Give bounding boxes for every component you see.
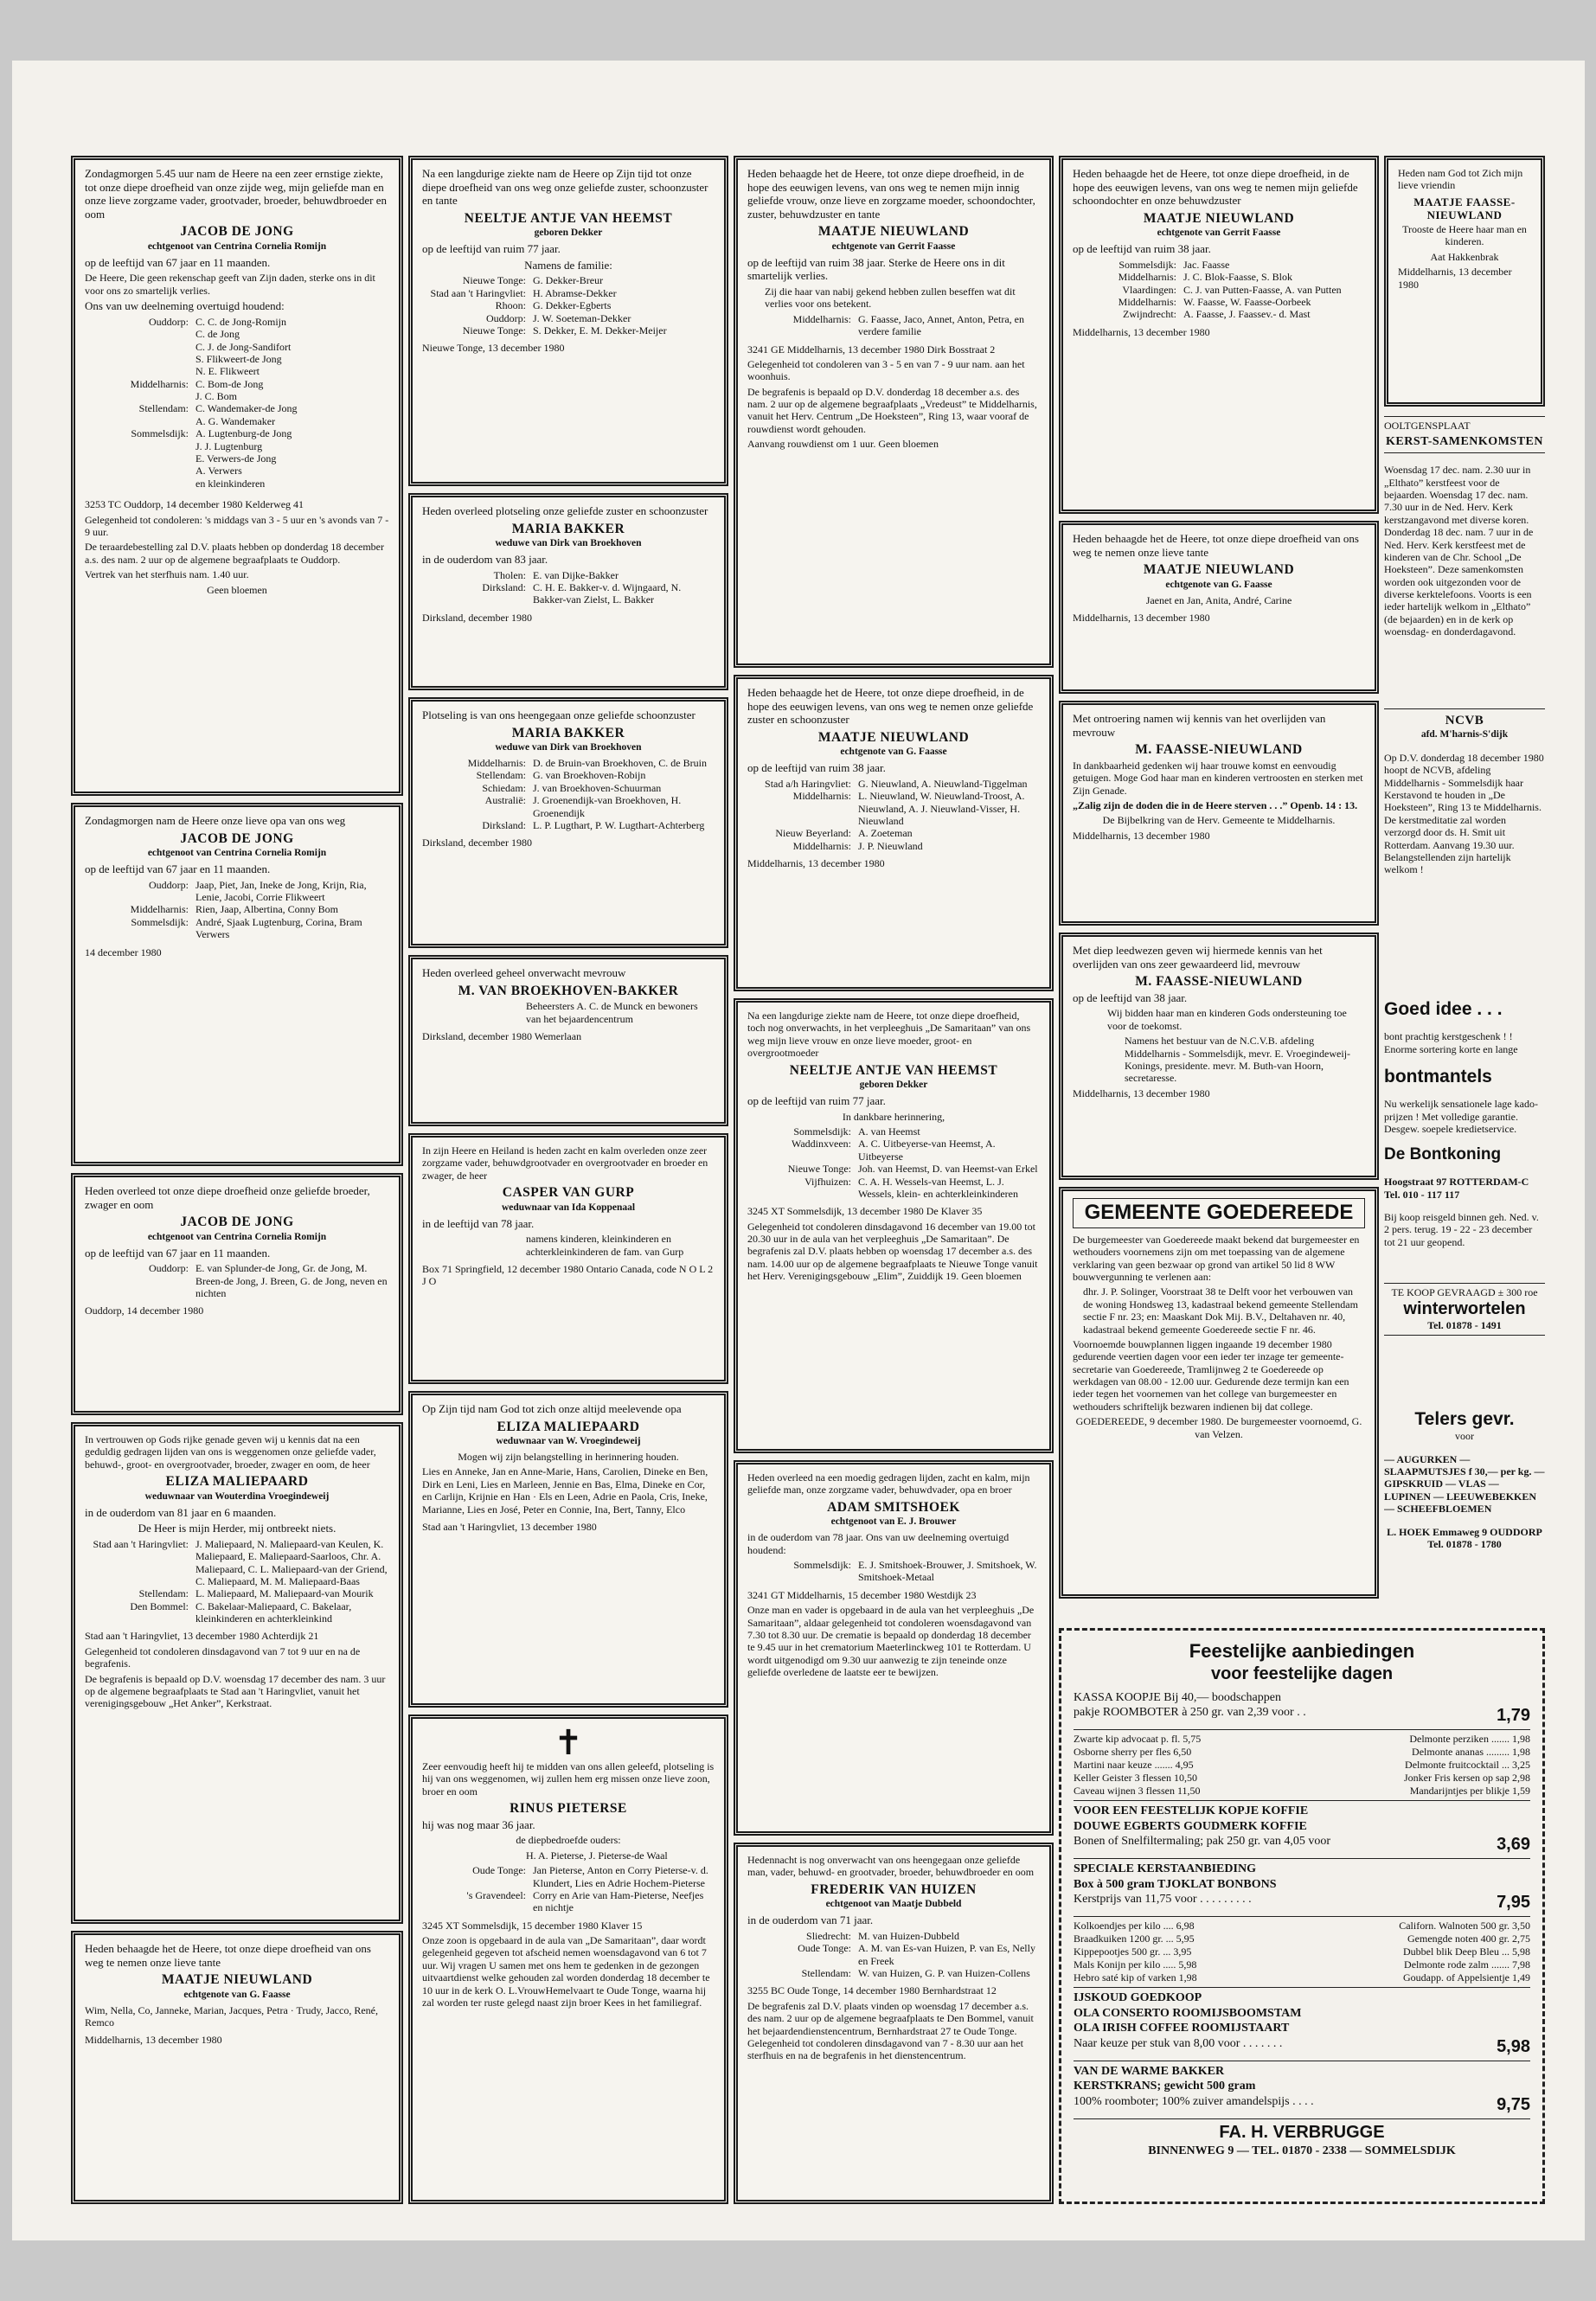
notice-text: Heden behaagde het de Heere, tot onze diepe droefheid, in de hope des eeuwigen levens, van ons weg te nemen onze geliefde zuster en schoonzuster <box>747 686 1034 727</box>
age-line: op de leeftijd van 67 jaar en 11 maanden. <box>85 255 271 269</box>
family-row: Middelharnis: J. C. Blok-Faasse, S. Blok <box>1118 271 1293 284</box>
family-row: Sliedrecht: M. van Huizen-Dubbeld <box>806 1929 959 1942</box>
age-line: in de ouderdom van 81 jaar en 6 maanden. <box>85 1505 277 1519</box>
notice-text: In vertrouwen op Gods rijke genade geven wij u kennis dat na een geduldig gedragen lijden van ons is weggenomen onze geliefde vader, behuwd-, groot- en overgrootvader, broeder, zwager en oom, de heer <box>85 1433 376 1471</box>
family-row: A. G. Wandemaker <box>195 414 276 427</box>
notice-text: Beheersters A. C. de Munck en bewoners van het bejaardencentrum <box>526 1000 698 1025</box>
deceased-name: M. FAASSE-NIEUWLAND <box>1135 974 1303 990</box>
deceased-name: NEELTJE ANTJE VAN HEEMST <box>789 1062 998 1078</box>
notice-text: namens kinderen, kleinkinderen en achterkleinkinderen de fam. van Gurp <box>526 1233 684 1258</box>
family-row: Sommelsdijk: Jac. Faasse <box>1118 258 1230 271</box>
notice-text: De teraardebestelling zal D.V. plaats hebben op donderdag 18 december a.s. des nam. 2 uur op de algemene begraafplaats te Ouddorp. <box>85 541 384 566</box>
age-line: op de leeftijd van ruim 38 jaar. Sterke de Heere ons in dit smartelijk verlies. <box>747 255 1005 283</box>
family-row: Stellendam: L. Maliepaard, M. Maliepaard-van Mourik <box>138 1587 374 1600</box>
notice-text: Namens de familie: <box>524 258 612 272</box>
date-line: Middelharnis, 13 december 1980 <box>1073 611 1210 624</box>
family-row: C. J. de Jong-Sandifort <box>195 340 292 353</box>
notice-text: De begrafenis is bepaald op D.V. woensdag 17 december des nam. 3 uur op de algemene begraafplaats te Stad aan 't Haringvliet, vanuit het verenigingsgebouw „Het Anker”, Kerkstraat. <box>85 1672 386 1710</box>
notice-title: KERST-SAMENKOMSTEN <box>1386 435 1543 449</box>
age-line: hij was nog maar 36 jaar. <box>422 1817 535 1831</box>
family-row: Middelharnis: G. Faasse, Jaco, Annet, Anton, Petra, en verdere familie <box>792 312 1024 338</box>
notice-text: Vertrek van het sterfhuis nam. 1.40 uur. <box>85 568 249 581</box>
shop-address: Hoogstraat 97 ROTTERDAM-C Tel. 010 - 117 117 <box>1384 1176 1529 1201</box>
notice-text: De begrafenis is bepaald op D.V. donderdag 18 december a.s. des nam. 2 uur op de algemene begraafplaats „Vredeust” te Middelharnis, vanuit het Herv. Centrum „De Hoeksteen”, Ring 13, waar vooraf de rouwdienst wordt gehouden. <box>747 385 1037 435</box>
family-row: Tholen: E. van Dijke-Bakker <box>493 568 619 581</box>
deceased-name: MAATJE FAASSE-NIEUWLAND <box>1413 195 1516 222</box>
ncvb-announcement <box>1384 706 1545 991</box>
family-row: Middelharnis: L. Nieuwland, W. Nieuwland-Troost, A. Nieuwland, A. J. Nieuwland-Visser, H. Nieuwland <box>792 790 1025 827</box>
deceased-name: M. FAASSE-NIEUWLAND <box>1135 742 1303 758</box>
family-row: Stad a/h Haringvliet: G. Nieuwland, A. Nieuwland-Tiggelman <box>765 777 1028 790</box>
age-line: op de leeftijd van ruim 77 jaar. <box>747 1093 886 1107</box>
address-line: Stad aan 't Haringvliet, 13 december 1980 Achterdijk 21 <box>85 1630 319 1643</box>
family-row: J. J. Lugtenburg <box>195 439 263 452</box>
notice-text: Onze man en vader is opgebaard in de aula van het verpleeghuis „De Samaritaan”, aldaar gelegenheid tot condoleren woensdagavond van 7.30 tot 8.30 uur. De crematie is bepaald op donderdag 18 december te 9.45 uur in het crematorium Maeterlinckweg 101 te Rotterdam. U wordt uitgenodigd om 9.30 uur aanwezig te zijn teneinde onze geliefde overledene de laatste eer te bewijzen. <box>747 1604 1035 1679</box>
notice-faasse-nieuwland-2 <box>1059 933 1379 1180</box>
notice-neeltje-van-heemst-2 <box>734 998 1054 1453</box>
ad-subheadline: voor feestelijke dagen <box>1210 1663 1394 1683</box>
spouse-line: echtgenoot van E. J. Brouwer <box>830 1516 957 1528</box>
notice-text: Heden behaagde het de Heere, tot onze diepe droefheid, in de hope des eeuwigen levens, van ons weg te nemen mijn geliefde schoondochter en onze behuwdzuster <box>1073 167 1358 208</box>
notice-text: Aanvang rouwdienst om 1 uur. Geen bloemen <box>747 438 939 451</box>
newspaper-page <box>12 61 1585 2240</box>
family-row: Stad aan 't Haringvliet: J. Maliepaard, N. Maliepaard-van Keulen, K. Maliepaard, E. Maliepaard-Saarloos, Chr. A. Maliepaard, C. L. Maliepaard-van der Griend, C. Maliepaard, M. M. Maliepaard-Baas <box>93 1537 388 1587</box>
notice-text: Zondagmorgen nam de Heere onze lieve opa van ons weg <box>85 814 346 827</box>
address-line: 3255 BC Oude Tonge, 14 december 1980 Bernhardstraat 12 <box>747 1984 997 1997</box>
notice-text: In dankbaarheid gedenken wij haar trouwe komst en eenvoudig getuigen. Moge God haar man en kinderen vertroosten en sterken met Zijn Genade. <box>1073 759 1363 797</box>
date-line: Middelharnis, 13 december 1980 <box>1073 1086 1210 1099</box>
bontkoning-ad <box>1384 998 1545 1273</box>
notice-text: Na een langdurige ziekte nam de Heere, tot onze diepe droefheid, toch nog onverwachts, in het verpleeghuis „De Samaritaan” van ons weg mijn lieve vrouw en onze lieve moeder, groot- en overgrootmoeder <box>747 1009 1031 1060</box>
shop-name: De Bontkoning <box>1384 1145 1502 1164</box>
notice-faasse-nieuwland-3 <box>1384 156 1545 407</box>
deceased-name: MAATJE NIEUWLAND <box>817 224 970 240</box>
notice-text: Heden overleed tot onze diepe droefheid onze geliefde broeder, zwager en oom <box>85 1184 370 1211</box>
notice-text: De burgemeester van Goedereede maakt bekend dat burgemeester en wethouders voornemens zijn om met toepassing van de algemene verklaring van geen bezwaar op grond van artikel 50 lid 8 WW bouwvergunning te verlenen aan: <box>1073 1233 1360 1283</box>
address-line: 3253 TC Ouddorp, 14 december 1980 Kelderweg 41 <box>85 498 304 511</box>
ad-headline: winterwortelen <box>1403 1299 1526 1319</box>
spouse-line: weduwnaar van W. Vroegindeweij <box>496 1436 641 1447</box>
family-row: Waddinxveen: A. C. Uitbeyerse-van Heemst, A. Uitbeyerse <box>791 1138 996 1163</box>
offer-row: Keller Geister 3 flessen 10,50 Jonker Fris kersen op sap 2,98 <box>1074 1772 1530 1784</box>
deceased-name: MAATJE NIEUWLAND <box>161 1972 313 1988</box>
grandchildren-list: Lies en Anneke, Jan en Anne-Marie, Hans, Carolien, Dineke en Ben, Dirk en Leni, Lies en Marleen, Jennie en Bas, Elma, Dineke en Cor, en Carlijn, Krijnie en Han · Els en Leen, Adrie en Paola, Cris, Ineke, Marianne, Lies en José, Peter en Connie, Ina, Bert, Tanny, Elco <box>422 1465 708 1516</box>
family-row: Nieuwe Tonge: Joh. van Heemst, D. van Heemst-van Erkel <box>787 1163 1038 1176</box>
offer-row: Caveau wijnen 3 flessen 11,50 Mandarijntjes per blikje 1,59 <box>1074 1785 1530 1797</box>
family-row: Stellendam: G. van Broekhoven-Robijn <box>476 769 646 782</box>
family-row: Middelharnis: C. Bom-de Jong <box>130 377 264 390</box>
family-row: Ouddorp: J. W. Soeteman-Dekker <box>486 311 631 324</box>
notice-text: Zeer eenvoudig heeft hij te midden van ons allen geleefd, plotseling is hij van ons weggenomen, wij zullen hem erg missen onze lieve zoon, broer en oom <box>422 1760 715 1798</box>
notice-text: Gelegenheid tot condoleren: 's middags van 3 - 5 uur en 's avonds van 7 - 9 uur. <box>85 513 389 538</box>
offer-row: 100% roomboter; 100% zuiver amandelspijs . . . . 9,75 <box>1074 2094 1530 2114</box>
notice-text: Gelegenheid tot condoleren dinsdagavond van 7 tot 9 uur en na de begrafenis. <box>85 1644 361 1670</box>
notice-text: de diepbedroefde ouders: <box>516 1834 621 1847</box>
deceased-name: JACOB DE JONG <box>180 224 294 240</box>
date-line: Middelharnis, 13 december 1980 <box>1398 266 1512 291</box>
spouse-line: echtgenote van Gerrit Faasse <box>1157 228 1281 239</box>
age-line: op de leeftijd van ruim 38 jaar. <box>747 761 886 775</box>
deceased-name: JACOB DE JONG <box>180 830 294 846</box>
notice-maatje-nieuwland-5 <box>1059 521 1379 694</box>
cross-icon: ✝ <box>554 1723 583 1762</box>
ad-text: Nu werkelijk sensationele lage kado-prijzen ! Met volledige garantie. Desgew. soepele kredietservice. <box>1384 1098 1538 1135</box>
phone-line: Tel. 01878 - 1491 <box>1427 1319 1502 1332</box>
date-line: Stad aan 't Haringvliet, 13 december 1980 <box>422 1520 597 1533</box>
ad-headline: Feestelijke aanbiedingen <box>1189 1640 1415 1662</box>
ad-headline: bontmantels <box>1384 1066 1492 1086</box>
offer-row: Kippepootjes 500 gr. ... 3,95 Dubbel blik Deep Bleu ... 5,98 <box>1074 1945 1530 1958</box>
family-row: Dirksland: C. H. E. Bakker-v. d. Wijngaard, N. Bakker-van Zielst, L. Bakker <box>482 580 682 606</box>
date-line: Dirksland, december 1980 <box>422 611 532 624</box>
notice-rinus-pieterse <box>408 1715 728 2204</box>
notice-text: In zijn Heere en Heiland is heden zacht en kalm overleden onze zeer zorgzame vader, behuwdgrootvader en overgrootvader en broeder en zwager, de heer <box>422 1144 708 1182</box>
ad-text: TE KOOP GEVRAAGD ± 300 roe <box>1391 1286 1538 1298</box>
offer-heading: SPECIALE KERSTAANBIEDING <box>1074 1862 1256 1875</box>
verbrugge-ad <box>1059 1628 1545 2204</box>
notice-maatje-nieuwland-2 <box>734 156 1054 668</box>
spouse-line: geboren Dekker <box>534 228 603 239</box>
spouse-line: echtgenoot van Maatje Dubbeld <box>825 1899 962 1910</box>
notice-text: Mogen wij zijn belangstelling in herinnering houden. <box>458 1450 679 1463</box>
notice-maatje-nieuwland-4 <box>1059 156 1379 514</box>
notice-jacob-de-jong-3 <box>71 1173 403 1415</box>
notice-van-broekhoven-bakker <box>408 955 728 1126</box>
notice-eliza-maliepaard-1 <box>71 1422 403 1924</box>
offer-heading: OLA IRISH COFFEE ROOMIJSTAART <box>1074 2022 1290 2035</box>
notice-text: dhr. J. P. Solinger, Voorstraat 38 te Delft voor het verbouwen van de woning Hondsweg 13, kadastraal bekend gemeente Stellendam sectie F nr. 23; en: Maaskant Dok Mij. B.V., Deltahaven nr. 40, kadastraal bekend gemeente Goedereede sectie F nr. 46. <box>1083 1285 1358 1336</box>
offer-heading: VAN DE WARME BAKKER <box>1074 2064 1225 2078</box>
family-row: Nieuwe Tonge: S. Dekker, E. M. Dekker-Meijer <box>462 324 667 336</box>
notice-subtitle: afd. M'harnis-S'dijk <box>1420 729 1509 740</box>
spouse-line: weduwe van Dirk van Broekhoven <box>495 742 642 753</box>
children-list: Jaenet en Jan, Anita, André, Carine <box>1145 593 1292 606</box>
family-row: Zwijndrecht: A. Faasse, J. Faassev.- d. Mast <box>1123 308 1311 321</box>
notice-text: Gelegenheid tot condoleren dinsdagavond 16 december van 19.00 tot 20.30 uur in de aula van het verpleeghuis „De Samaritaan”. De begrafenis zal D.V. plaats hebben op woensdag 17 december a.s. des nam. 14.00 uur op de algemene begraafplaats te Nieuwe Tonge vanuit het Herv. Verenigingsgebouw „Elim”, Zuiddijk 19. Geen bloemen <box>747 1220 1038 1283</box>
notice-text: Heden behaagde het de Heere, tot onze diepe droefheid, in de hope des eeuwigen levens, van ons weg te nemen mijn innig geliefde vrouw, onze lieve en zorgzame moeder, schoondochter, zuster, behuwdzuster en tante <box>747 167 1035 221</box>
deceased-name: ELIZA MALIEPAARD <box>497 1419 640 1434</box>
notice-maria-bakker-1 <box>408 493 728 690</box>
family-row: Middelharnis: Rien, Jaap, Albertina, Conny Bom <box>130 903 338 916</box>
family-row: Vijfhuizen: C. A. H. Wessels-van Heemst, L. J. Wessels, klein- en achterkleinkinderen <box>804 1175 1018 1200</box>
date-line: Dirksland, december 1980 <box>422 836 532 849</box>
deceased-name: MAATJE NIEUWLAND <box>817 729 970 745</box>
notice-neeltje-van-heemst-1 <box>408 156 728 486</box>
shop-address: L. HOEK Emmaweg 9 OUDDORP Tel. 01878 - 1780 <box>1387 1525 1542 1550</box>
offer-row: Kolkoendjes per kilo .... 6,98 Californ. Walnoten 500 gr. 3,50 <box>1074 1920 1530 1932</box>
family-row: J. C. Bom <box>195 390 238 403</box>
deceased-name: RINUS PIETERSE <box>510 1801 627 1817</box>
offer-row: Naar keuze per stuk van 8,00 voor . . . . . . . 5,98 <box>1074 2036 1530 2056</box>
ad-text: bont prachtig kerstgeschenk ! ! Enorme sortering korte en lange <box>1384 1030 1518 1055</box>
spouse-line: weduwnaar van Ida Koppenaal <box>501 1202 636 1213</box>
date-line: Nieuwe Tonge, 13 december 1980 <box>422 342 565 355</box>
family-row: Oude Tonge: Jan Pieterse, Anton en Corry Pieterse-v. d. Klundert, Lies en Adrie Hochem-Pieterse <box>472 1864 708 1889</box>
family-row: en kleinkinderen <box>195 477 266 490</box>
notice-text: Trooste de Heere haar man en kinderen. <box>1402 222 1527 248</box>
spouse-line: echtgenoot van Centrina Cornelia Romijn <box>147 1231 327 1242</box>
notice-casper-van-gurp <box>408 1133 728 1384</box>
winterwortelen-ad <box>1384 1280 1545 1401</box>
notice-text: Op D.V. donderdag 18 december 1980 hoopt de NCVB, afdeling Middelharnis - Sommelsdijk haar Kerstavond te houden in „De Hoeksteen”, Ring 13 te Middelharnis. De kerstmeditatie zal worden verzorgd door ds. H. Smit uit Rotterdam. Aanvang 19.30 uur. Belangstellenden zijn hartelijk welkom ! <box>1384 751 1544 876</box>
age-line: in de ouderdom van 78 jaar. Ons van uw deelneming overtuigd houdend: <box>747 1531 1010 1556</box>
family-row: E. Verwers-de Jong <box>195 452 277 465</box>
family-row: Sommelsdijk: E. J. Smitshoek-Brouwer, J. Smitshoek, W. Smitshoek-Metaal <box>793 1558 1037 1584</box>
notice-text: De Heere, Die geen rekenschap geeft van Zijn daden, sterke ons in dit voor ons zo smartelijk verlies. <box>85 272 375 297</box>
crop-list: — AUGURKEN — SLAAPMUTSJES f 30,— per kg. — GIPSKRUID — VLAS — LUPINEN — LEEUWEBEKKEN — SCHEEFBLOEMEN <box>1384 1452 1545 1516</box>
ad-text: Bij koop reisgeld binnen geh. Ned. v. 2 pers. terug. 19 - 22 - 23 december tot 21 uur geopend. <box>1384 1210 1539 1248</box>
deceased-name: ELIZA MALIEPAARD <box>165 1474 309 1490</box>
family-row: Middelharnis: D. de Bruin-van Broekhoven, C. de Bruin <box>467 756 707 769</box>
notice-maatje-nieuwland-3 <box>734 675 1054 991</box>
family-row: Schiedam: J. van Broekhoven-Schuurman <box>482 781 662 794</box>
date-line: Middelharnis, 13 december 1980 <box>747 857 885 870</box>
notice-text: Onze zoon is opgebaard in de aula van „De Samaritaan”, daar wordt gelegenheid gegeven tot afscheid nemen woensdagavond van 6 tot 7 uur. Wij vragen U samen met ons hem te gedenken in de gezongen uitvaartdienst welke gehouden zal worden donderdag 18 december te 10 uur in de kerk O. L.VrouwHemelvaart te Oude Tonge, waarna hij zal worden ter ruste gelegd naast zijn broer Kees in het familiegraf. <box>422 1934 710 2009</box>
notice-text: H. A. Pieterse, J. Pieterse-de Waal <box>526 1849 668 1862</box>
address-line: 3245 XT Sommelsdijk, 15 december 1980 Klaver 15 <box>422 1919 643 1932</box>
age-line: op de leeftijd van 67 jaar en 11 maanden. <box>85 862 271 875</box>
notice-title: NCVB <box>1445 714 1484 727</box>
family-row: Stellendam: C. Wandemaker-de Jong <box>138 402 298 415</box>
family-row: Dirksland: L. P. Lugthart, P. W. Lugthart-Achterberg <box>482 818 705 831</box>
telers-gevraagd-ad <box>1384 1408 1545 1621</box>
address-line: Box 71 Springfield, 12 december 1980 Ontario Canada, code N O L 2 J O <box>422 1262 714 1288</box>
spouse-line: echtgenoot van Centrina Cornelia Romijn <box>147 848 327 859</box>
shop-name: FA. H. VERBRUGGE <box>1219 2122 1385 2142</box>
family-row: 's Gravendeel: Corry en Arie van Ham-Pieterse, Neefjes en nichtje <box>466 1888 704 1914</box>
notice-text: Na een langdurige ziekte nam de Heere op Zijn tijd tot onze diepe droefheid van ons weg onze geliefde zuster, schoonzuster en tante <box>422 167 708 208</box>
spouse-line: weduwe van Dirk van Broekhoven <box>495 538 642 549</box>
ad-headline: Telers gevr. <box>1414 1409 1515 1429</box>
address-line: 3245 XT Sommelsdijk, 13 december 1980 De Klaver 35 <box>747 1205 983 1218</box>
family-row: Sommelsdijk: A. van Heemst <box>793 1125 920 1138</box>
family-row: Ouddorp: E. van Splunder-de Jong, Gr. de Jong, M. Breen-de Jong, J. Breen, G. de Jong, neven en nichten <box>149 1262 388 1299</box>
notice-maatje-nieuwland-col1 <box>71 1931 403 2204</box>
family-row: Oude Tonge: A. M. van Es-van Huizen, P. van Es, Nelly en Freek <box>798 1942 1035 1967</box>
family-row: N. E. Flikweert <box>195 365 260 378</box>
deceased-name: MAATJE NIEUWLAND <box>1143 562 1295 578</box>
notice-text: Heden behaagde het de Heere, tot onze diepe droefheid van ons weg te nemen onze lieve tante <box>1073 532 1359 559</box>
offer-heading: VOOR EEN FEESTELIJK KOPJE KOFFIE <box>1074 1804 1309 1817</box>
spouse-line: echtgenote van G. Faasse <box>183 1989 291 2000</box>
deceased-name: FREDERIK VAN HUIZEN <box>811 1881 977 1897</box>
notice-text: „Zalig zijn de doden die in de Heere sterven . . .” Openb. 14 : 13. <box>1073 798 1358 811</box>
family-row: Ouddorp: C. C. de Jong-Romijn <box>149 315 287 328</box>
notice-text: Woensdag 17 dec. nam. 2.30 uur in „Elthato” kerstfeest voor de bejaarden. Woensdag 17 dec. nam. 7.30 uur in de Ned. Herv. Kerk kerstzangavond met diverse koren. Donderdag 18 dec. nam. 7 uur in de Ned. Herv. Kerk kerstfeest met de kinderen van de Chr. School „De Hoeksteen”. Deze samenkomsten worden ook uitgezonden voor de diverse kerktelefoons. Voorts is een ieder hartelijk welkom in „Elthato” (de bejaarden) en in de kerk op woensdag- en donderdagavond. <box>1384 464 1534 638</box>
notice-text: Heden overleed plotseling onze geliefde zuster en schoonzuster <box>422 504 708 517</box>
date-line: Middelharnis, 13 december 1980 <box>85 2034 222 2047</box>
notice-text: Heden overleed na een moedig gedragen lijden, zacht en kalm, mijn geliefde man, onze zorgzame vader, behuwdvader, opa en broer <box>747 1471 1030 1497</box>
family-row: Vlaardingen: C. J. van Putten-Faasse, A. van Putten <box>1122 283 1342 296</box>
spouse-line: echtgenote van G. Faasse <box>1165 579 1272 590</box>
notice-text: Met ontroering namen wij kennis van het overlijden van mevrouw <box>1073 712 1326 739</box>
family-row: S. Flikweert-de Jong <box>195 352 282 365</box>
family-row: Middelharnis: W. Faasse, W. Faasse-Oorbeek <box>1118 295 1311 308</box>
ad-text: voor <box>1455 1430 1474 1443</box>
age-line: in de ouderdom van 83 jaar. <box>422 552 548 566</box>
notice-text: Heden behaagde het de Heere, tot onze diepe droefheid van ons weg te nemen onze lieve tante <box>85 1942 371 1969</box>
offer-row: KASSA KOOPJE Bij 40,— boodschappen <box>1074 1690 1281 1704</box>
date-line: Middelharnis, 13 december 1980 <box>1073 829 1210 842</box>
notice-text: Op Zijn tijd nam God tot zich onze altijd meelevende opa <box>422 1402 682 1415</box>
deceased-name: CASPER VAN GURP <box>502 1185 635 1201</box>
family-row: Rhoon: G. Dekker-Egberts <box>495 299 612 312</box>
gemeente-goedereede-notice <box>1059 1187 1379 1599</box>
notice-text: Gelegenheid tot condoleren van 3 - 5 en van 7 - 9 uur nam. aan het woonhuis. <box>747 357 1025 383</box>
family-row: Australië: J. Groenendijk-van Broekhoven, H. Groenendijk <box>484 794 682 819</box>
deceased-name: MARIA BAKKER <box>511 725 625 740</box>
date-line: 14 december 1980 <box>85 945 162 958</box>
notice-text: Hedennacht is nog onverwacht van ons heengegaan onze geliefde man, vader, behuwd- en grootvader, broeder, behuwdbroeder en oom <box>747 1854 1035 1879</box>
offer-row: Bonen of Snelfiltermaling; pak 250 gr. van 4,05 voor 3,69 <box>1074 1835 1530 1854</box>
age-line: in de leeftijd van 78 jaar. <box>422 1216 535 1230</box>
offer-row: Braadkuiken 1200 gr. ... 5,95 Gemengde noten 400 gr. 2,75 <box>1074 1932 1530 1945</box>
notice-text: Namens het bestuur van de N.C.V.B. afdeling Middelharnis - Sommelsdijk, mevr. E. Vroegindeweij-Konings, presidente. mevr. M. Buth-van Hoorn, secretaresse. <box>1125 1035 1351 1085</box>
notice-jacob-de-jong-2 <box>71 803 403 1166</box>
family-row: Middelharnis: J. P. Nieuwland <box>792 839 923 852</box>
signature-line: GOEDEREEDE, 9 december 1980. De burgemeester voornoemd, G. van Velzen. <box>1075 1415 1362 1440</box>
family-row: A. Verwers <box>195 465 242 478</box>
notice-text: Voornoemde bouwplannen liggen ingaande 19 december 1980 gedurende veertien dagen voor een ieder ter inzage ter gemeente-secretarie van Goedereede, Tramlijnweg 2 te Goedereede op werkdagen van 08.00 - 12.00 uur. Gedurende deze termijn kan een ieder tegen het voornemen van het college van burgemeester en wethouders schriftelijk bezwaren indienen bij dat college. <box>1073 1337 1349 1413</box>
date-line: Middelharnis, 13 december 1980 <box>1073 325 1210 338</box>
notice-text: Heden nam God tot Zich mijn lieve vriendin <box>1398 167 1523 192</box>
offer-row: pakje ROOMBOTER à 250 gr. van 2,39 voor . . 1,79 <box>1074 1706 1530 1725</box>
offer-heading: DOUWE EGBERTS GOUDMERK KOFFIE <box>1074 1819 1307 1833</box>
age-line: in de ouderdom van 71 jaar. <box>747 1913 874 1927</box>
notice-text: In dankbare herinnering, <box>842 1110 945 1123</box>
children-list: Wim, Nella, Co, Janneke, Marian, Jacques, Petra · Trudy, Jacco, René, Remco <box>85 2003 378 2029</box>
notice-text: Zondagmorgen 5.45 uur nam de Heere na een zeer ernstige ziekte, tot onze diepe droefheid van onze zijde weg, mijn geliefde man en onze lieve zorgzame vader, grootvader, broeder, behuwdbroeder en oom <box>85 167 388 221</box>
ad-headline: Goed idee . . . <box>1384 999 1503 1019</box>
notice-text: Geen bloemen <box>207 583 267 596</box>
date-line: Ouddorp, 14 december 1980 <box>85 1304 204 1317</box>
offer-heading: IJSKOUD GOEDKOOP <box>1074 1991 1202 2004</box>
notice-text: Met diep leedwezen geven wij hiermede kennis van het overlijden van ons zeer gewaardeerd lid, mevrouw <box>1073 944 1323 971</box>
offer-heading: Box à 500 gram TJOKLAT BONBONS <box>1074 1877 1277 1891</box>
family-row: Nieuwe Tonge: G. Dekker-Breur <box>462 274 604 287</box>
family-row: Den Bommel: C. Bakelaar-Maliepaard, C. Bakelaar, kleinkinderen en achterkleinkind <box>130 1599 352 1625</box>
deceased-name: ADAM SMITSHOEK <box>827 1499 960 1515</box>
notice-text: Ons van uw deelneming overtuigd houdend: <box>85 299 285 313</box>
spouse-line: echtgenote van G. Faasse <box>840 747 947 758</box>
notice-text: Zij die haar van nabij gekend hebben zullen beseffen wat dit verlies voor ons betekent. <box>765 285 1016 311</box>
shop-address: BINNENWEG 9 — TEL. 01870 - 2338 — SOMMELSDIJK <box>1148 2144 1456 2157</box>
address-line: 3241 GT Middelharnis, 15 december 1980 Westdijk 23 <box>747 1588 977 1601</box>
offer-row: Zwarte kip advocaat p. fl. 5,75 Delmonte perziken ....... 1,98 <box>1074 1733 1530 1745</box>
family-row: Ouddorp: Jaap, Piet, Jan, Ineke de Jong, Krijn, Ria, Lenie, Jacobi, Corrie Flikweert <box>149 878 367 903</box>
notice-text: Aat Hakkenbrak <box>1430 250 1499 263</box>
date-line: Dirksland, december 1980 Wemerlaan <box>422 1029 582 1042</box>
offer-row: Martini naar keuze ....... 4,95 Delmonte fruitcocktail ... 3,25 <box>1074 1759 1530 1771</box>
spouse-line: echtgenoot van Centrina Cornelia Romijn <box>147 240 327 252</box>
notice-adam-smitshoek <box>734 1460 1054 1836</box>
deceased-name: MARIA BAKKER <box>511 521 625 536</box>
notice-jacob-de-jong-1 <box>71 156 403 796</box>
notice-text: Wij bidden haar man en kinderen Gods ondersteuning toe voor de toekomst. <box>1107 1007 1347 1032</box>
notice-faasse-nieuwland-1 <box>1059 701 1379 926</box>
spouse-line: weduwnaar van Wouterdina Vroegindeweij <box>144 1490 330 1502</box>
family-row: Stad aan 't Haringvliet: H. Abramse-Dekker <box>430 286 617 299</box>
offer-row: Mals Konijn per kilo ..... 5,98 Delmonte rode zalm ....... 7,98 <box>1074 1958 1530 1971</box>
offer-row: Hebro saté kip of varken 1,98 Goudapp. of Appelsientje 1,49 <box>1074 1971 1530 1984</box>
age-line: op de leeftijd van ruim 77 jaar. <box>422 242 561 256</box>
family-row: C. de Jong <box>195 328 240 341</box>
kerstsamenkomsten-announcement <box>1384 413 1545 699</box>
notice-eliza-maliepaard-2 <box>408 1391 728 1708</box>
age-line: op de leeftijd van ruim 38 jaar. <box>1073 242 1211 256</box>
deceased-name: NEELTJE ANTJE VAN HEEMST <box>464 210 673 226</box>
family-row: Nieuw Beyerland: A. Zoeteman <box>775 827 913 840</box>
spouse-line: geboren Dekker <box>859 1080 928 1091</box>
deceased-name: MAATJE NIEUWLAND <box>1143 210 1295 226</box>
family-row: Stellendam: W. van Huizen, G. P. van Huizen-Collens <box>801 1966 1030 1979</box>
family-row: Sommelsdijk: A. Lugtenburg-de Jong <box>131 427 292 440</box>
notice-maria-bakker-2 <box>408 697 728 948</box>
offer-row: Kerstprijs van 11,75 voor . . . . . . . . . 7,95 <box>1074 1893 1530 1912</box>
notice-text: De Heer is mijn Herder, mij ontbreekt niets. <box>138 1522 337 1535</box>
deceased-name: JACOB DE JONG <box>180 1215 294 1230</box>
age-line: op de leeftijd van 38 jaar. <box>1073 990 1188 1004</box>
age-line: op de leeftijd van 67 jaar en 11 maanden. <box>85 1246 271 1259</box>
offer-row: Osborne sherry per fles 6,50 Delmonte ananas ......... 1,98 <box>1074 1746 1530 1758</box>
offer-heading: KERSTKRANS; gewicht 500 gram <box>1074 2080 1256 2093</box>
spouse-line: echtgenote van Gerrit Faasse <box>831 240 956 252</box>
family-row: Sommelsdijk: André, Sjaak Lugtenburg, Corina, Bram Verwers <box>131 915 362 941</box>
notice-text: Plotseling is van ons heengegaan onze geliefde schoonzuster <box>422 708 695 721</box>
deceased-name: M. VAN BROEKHOVEN-BAKKER <box>458 983 679 998</box>
notice-label: OOLTGENSPLAAT <box>1384 420 1471 432</box>
address-line: 3241 GE Middelharnis, 13 december 1980 Dirk Bosstraat 2 <box>747 343 996 356</box>
notice-text: Heden overleed geheel onverwacht mevrouw <box>422 966 626 979</box>
notice-frederik-van-huizen <box>734 1843 1054 2204</box>
offer-heading: OLA CONSERTO ROOMIJSBOOMSTAM <box>1074 2006 1302 2020</box>
notice-title: GEMEENTE GOEDEREEDE <box>1073 1198 1365 1228</box>
notice-text: De begrafenis zal D.V. plaats vinden op woensdag 17 december a.s. des nam. 2 uur op de algemene begraafplaats te Den Bommel, vanuit het bejaardendienstencentrum, Bernhardstraat 27 te Oude Tonge. Gelegenheid tot condoleren dinsdagavond van 7 - 8.30 uur aan het sterfhuis en na de begrafenis in het dienstencentrum. <box>747 1999 1034 2062</box>
notice-text: De Bijbelkring van de Herv. Gemeente te Middelharnis. <box>1102 814 1336 827</box>
